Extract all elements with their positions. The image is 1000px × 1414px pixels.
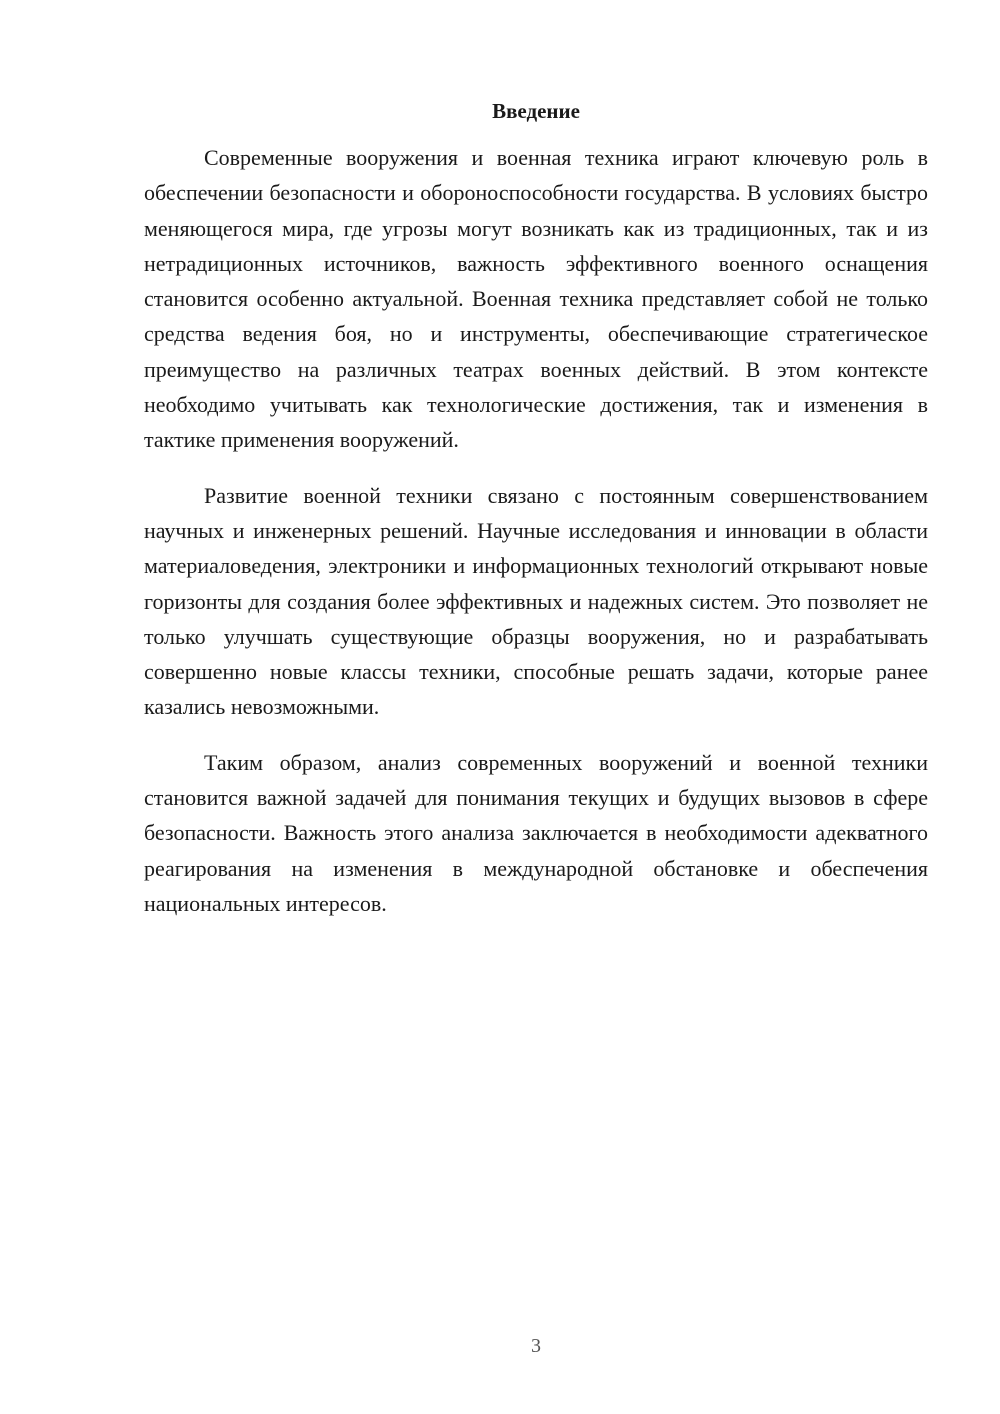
paragraph-3: Таким образом, анализ современных вооружений и военной техники становится важной задачей для понимания текущих и будущих вызовов в сфере безопасности. Важность этого анализа заключается в необходимости адекватного реагирования на изменения в международной обстановке и обеспечения национальных интересов. (144, 749, 928, 916)
paragraph-2: Развитие военной техники связано с постоянным совершенствованием научных и инженерных решений. Научные исследования и инновации в области материаловедения, электроники и информационных технологий открывают новые горизонты для создания более эффективных и надежных систем. Это позволяет не только улучшать существующие образцы вооружения, но и разрабатывать совершенно новые классы техники, способные решать задачи, которые ранее казались невозможными. (144, 482, 928, 720)
body-text (144, 140, 928, 921)
page-title: Введение (492, 99, 580, 123)
page-number: 3 (531, 1335, 541, 1357)
paragraph-1: Современные вооружения и военная техника играют ключевую роль в обеспечении безопасности и обороноспособности государства. В условиях быстро меняющегося мира, где угрозы могут возникать как из традиционных, так и из нетрадиционных источников, важность эффективного военного оснащения становится особенно актуальной. Военная техника представляет собой не только средства ведения боя, но и инструменты, обеспечивающие стратегическое преимущество на различных театрах военных действий. В этом контексте необходимо учитывать как технологические достижения, так и изменения в тактике применения вооружений. (144, 145, 928, 453)
